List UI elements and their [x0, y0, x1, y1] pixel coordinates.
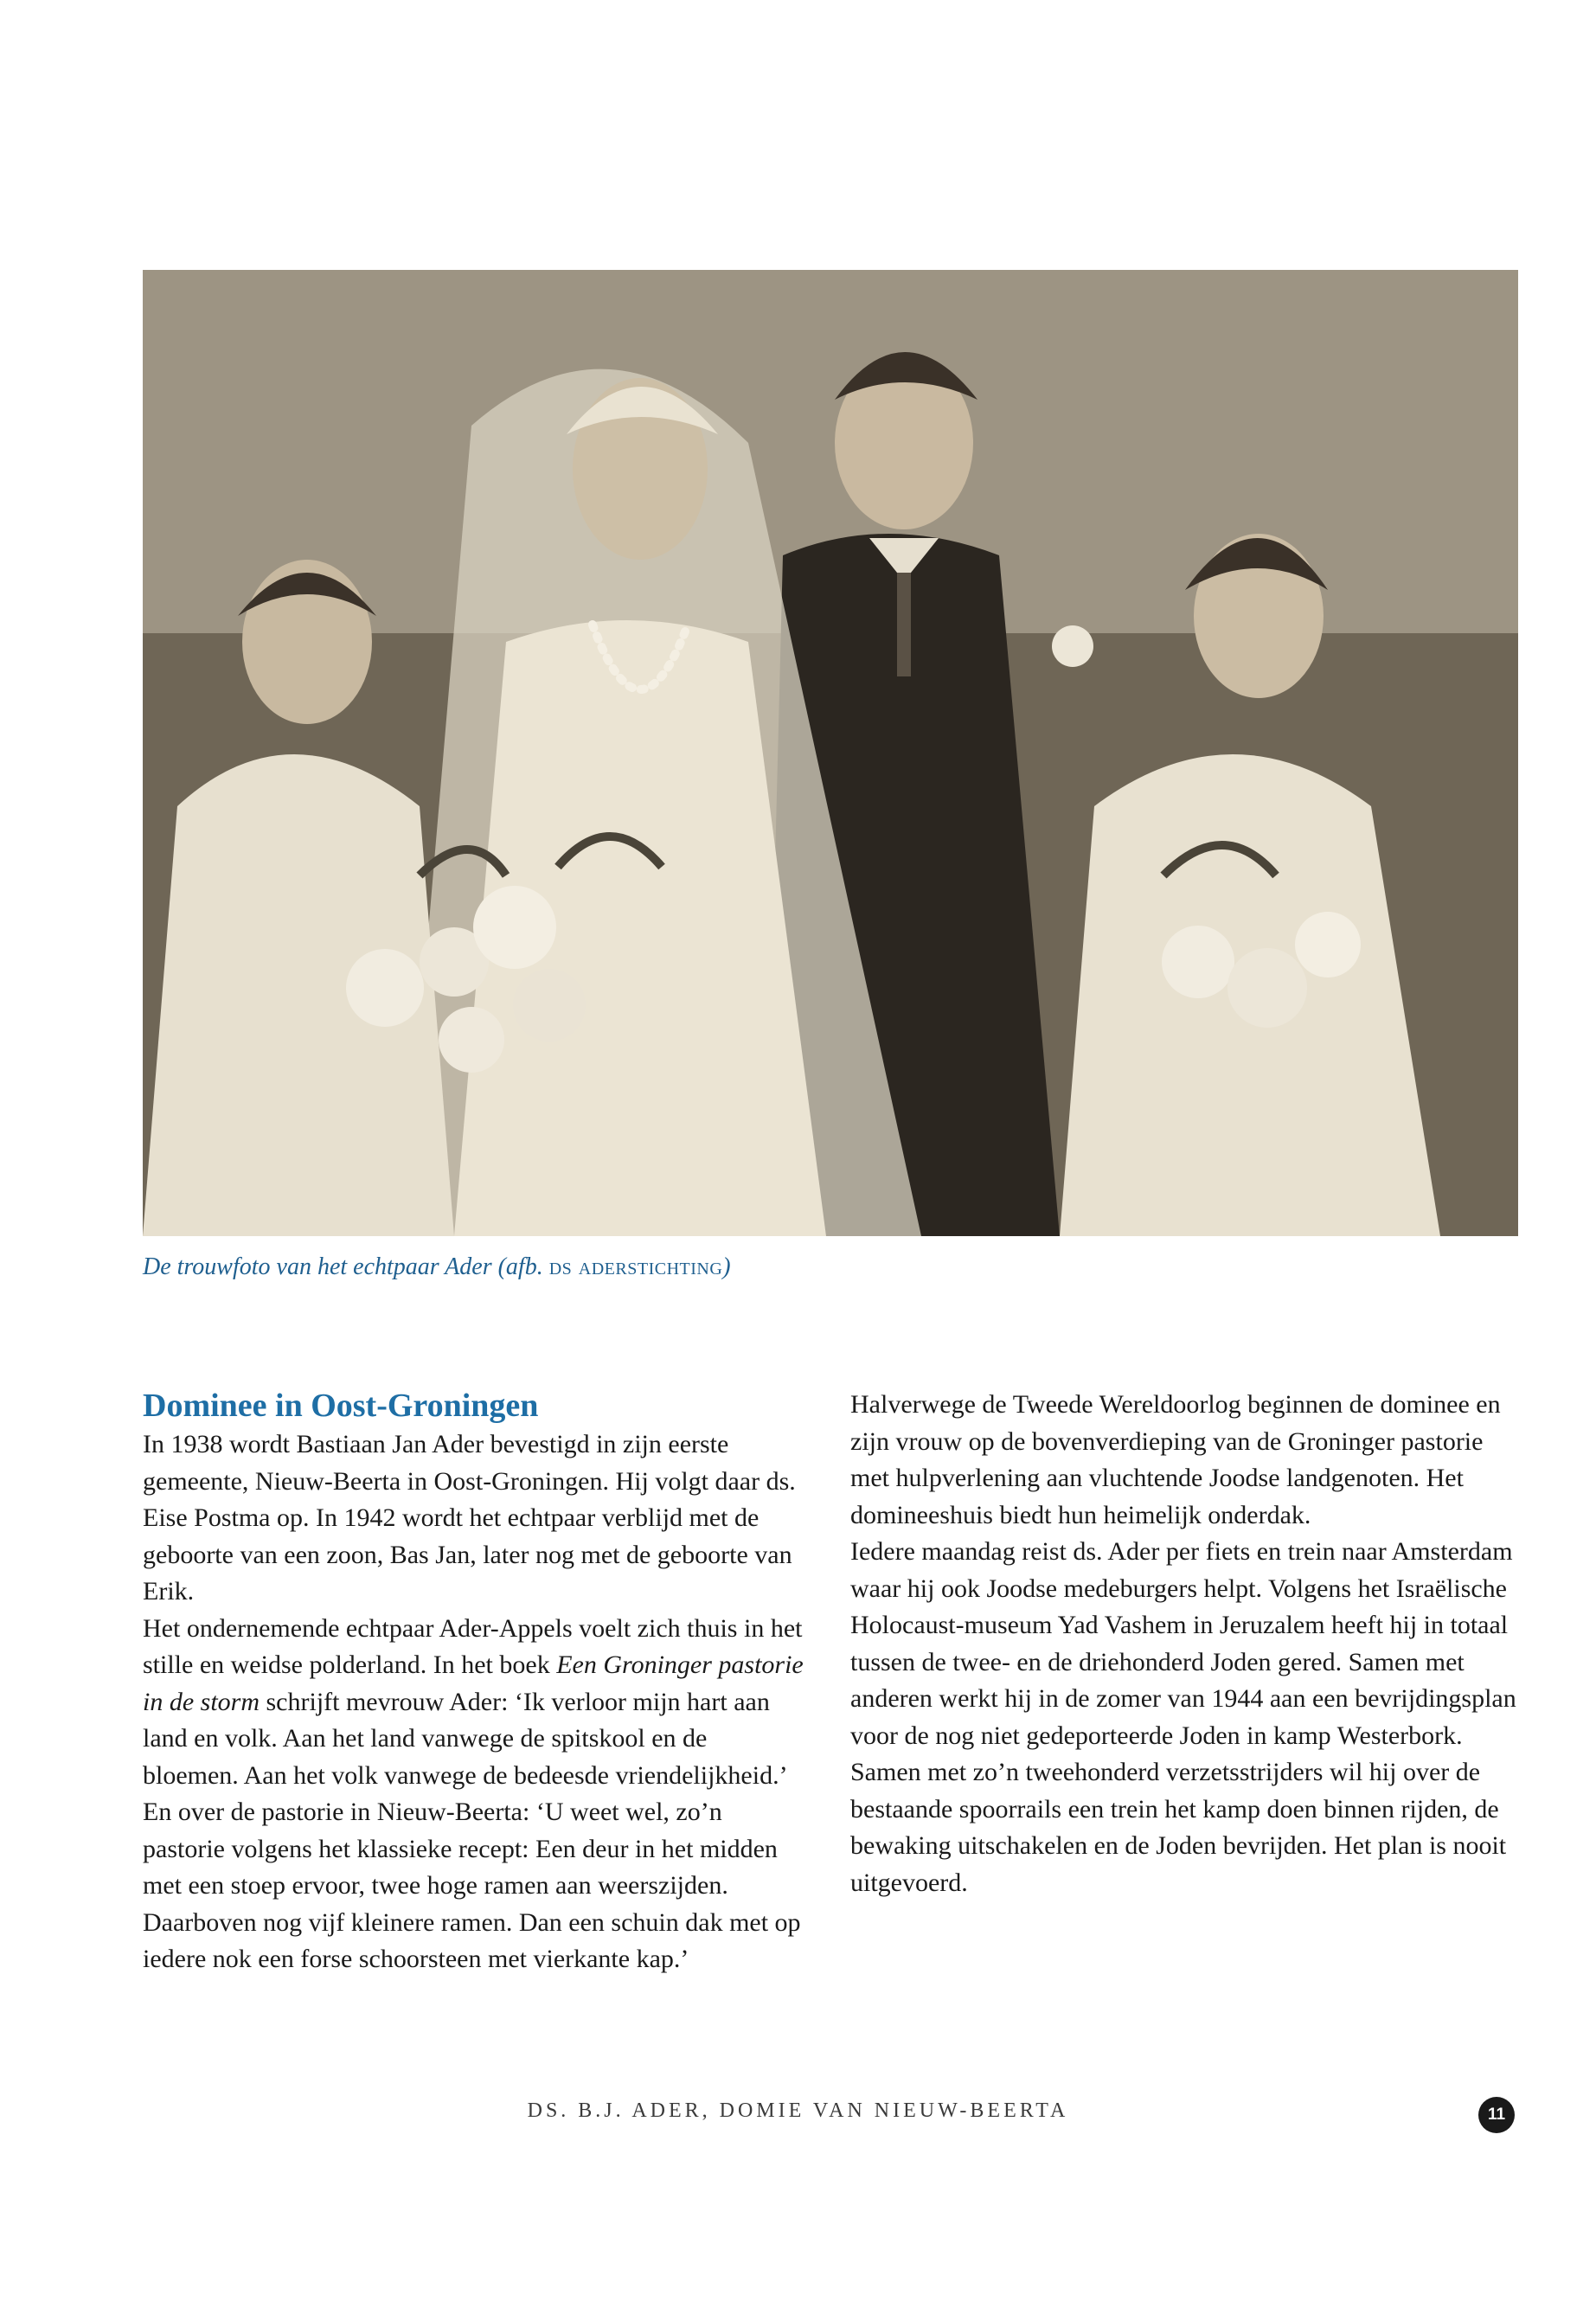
page-number-badge: 11 [1478, 2097, 1515, 2133]
groom-tie [897, 573, 911, 676]
section-heading: Dominee in Oost-Groningen [143, 1388, 539, 1424]
paragraph-left-2 [143, 1611, 809, 1978]
photo-caption [143, 1252, 1094, 1283]
boutonniere [1052, 625, 1093, 667]
paragraph-left-2-end: schrijft mevrouw Ader: ‘Ik verloor mijn hart aan land en volk. Aan het land vanwege de spitskool en de bloemen. Aan het volk vanwege de bedeesde vriendelijkheid.’ En over de pastorie in Nieuw-Beerta: ‘U weet wel, zo’n pastorie volgens het klassieke recept: Een deur in het midden met een stoep ervoor, twee hoge ramen aan weerszijden. Daarboven nog vijf kleinere ramen. Dan een schuin dak met op iedere nok een forse schoorsteen met vierkante kap.’ [143, 1687, 801, 1973]
paragraph-right-2: Iedere maandag reist ds. Ader per fiets en trein naar Amsterdam waar hij ook Joodse medeburgers helpt. Volgens het Israëlische Holocaust-museum Yad Vashem in Jeruzalem heeft hij in totaal tussen de twee- en de driehonderd Joden gered. Samen met anderen werkt hij in de zomer van 1944 aan een bevrijdingsplan voor de nog niet gedeporteerde Joden in kamp Westerbork. Samen met zo’n tweehonderd verzetsstrijders wil hij over de bestaande spoorrails een trein het kamp doen binnen rijden, de bewaking uitschakelen en de Joden bevrijden. Het plan is nooit uitgevoerd. [850, 1537, 1516, 1897]
wedding-photo [143, 270, 1518, 1236]
article-column-left [143, 1387, 809, 1978]
book-title: Een Groninger pastorie in de storm [143, 1650, 804, 1716]
caption-text: De trouwfoto van het echtpaar Ader (afb. [143, 1253, 549, 1280]
running-title: DS. B.J. ADER, DOMIE VAN NIEUW-BEERTA [527, 2099, 1069, 2122]
caption-close: ) [722, 1253, 731, 1280]
wedding-photo-illustration [143, 270, 1518, 1236]
paragraph-left-1: In 1938 wordt Bastiaan Jan Ader bevestigd in zijn eerste gemeente, Nieuw-Beerta in Oost-Groningen. Hij volgt daar ds. Eise Postma op. In 1942 wordt het echtpaar verblijd met de geboorte van een zoon, Bas Jan, later nog met de geboorte van Erik. [143, 1430, 796, 1606]
article-column-right [850, 1387, 1516, 1901]
paragraph-right-1: Halverwege de Tweede Wereldoorlog beginnen de dominee en zijn vrouw op de bovenverdieping van de Groninger pastorie met hulpverlening aan vluchtende Joodse landgenoten. Het domineeshuis biedt hun heimelijk onderdak. [850, 1390, 1501, 1529]
caption-credit: ds aderstichting [548, 1253, 723, 1280]
paragraph-left-2-start: Het ondernemende echtpaar Ader-Appels voelt zich thuis in het stille en weidse polderland. In het boek [143, 1613, 803, 1679]
